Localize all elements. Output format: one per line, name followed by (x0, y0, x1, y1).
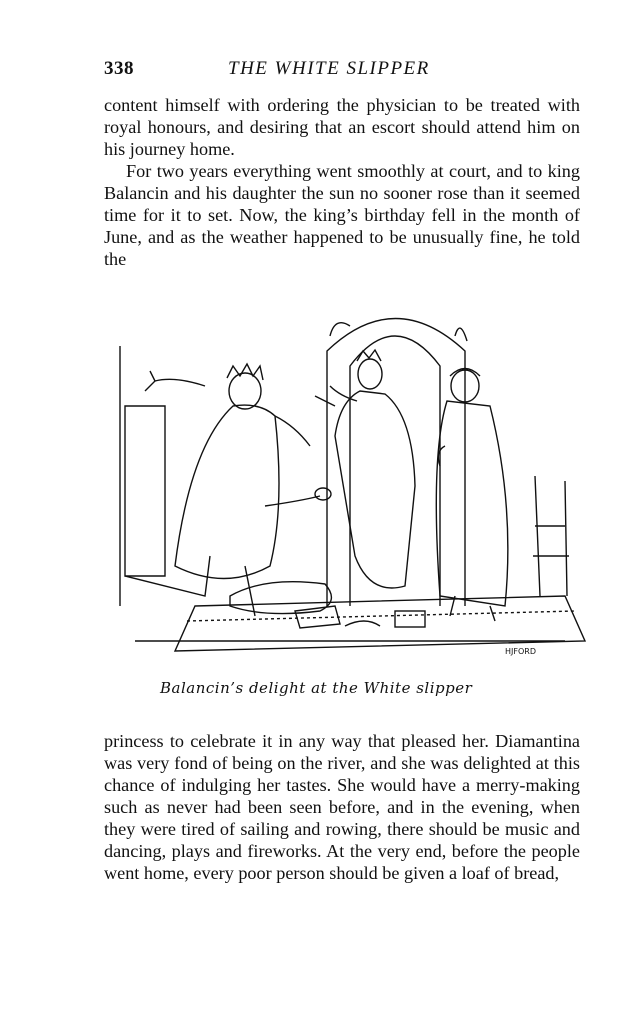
page-header (104, 58, 584, 82)
white-slipper (315, 488, 331, 500)
casket (395, 611, 425, 627)
princess-gown (335, 391, 415, 588)
doorway-arch (350, 336, 440, 606)
text-block-bottom (104, 730, 580, 884)
running-title: THE WHITE SLIPPER (228, 58, 430, 79)
paragraph-continuation: content himself with ordering the physician to be treated with royal honours, and desiring that an escort should attend him on his journey home. (104, 95, 580, 159)
artist-signature: HJFORD (505, 647, 536, 656)
king-robe (175, 405, 279, 578)
physician-robe (436, 401, 508, 606)
king-head (229, 373, 261, 409)
illustration (95, 306, 590, 676)
page-number: 338 (104, 58, 134, 79)
paragraph-birthday: For two years everything went smoothly at court, and to king Balancin and his daughter the sun no sooner rose than it seemed time for it to set. Now, the king’s birthday fell in the month of June, and as the weather happened to be unusually fine, he told the (104, 161, 580, 269)
chair-back (125, 406, 165, 576)
paragraph-celebration: princess to celebrate it in any way that pleased her. Diamantina was very fond of being on the river, and she was delighted at this chance of indulging her tastes. She would have a merry-making such as never had been seen before, and in the evening, when they were tired of sailing and rowing, there should be music and dancing, plays and fireworks. At the very end, before the people went home, every poor person should be given a loaf of bread, (104, 731, 580, 883)
rug (175, 596, 585, 651)
side-chair (533, 476, 569, 596)
illustration-caption: Balancin’s delight at the White slipper (160, 679, 473, 697)
king-crown (227, 364, 263, 380)
illustration-drawing (95, 306, 590, 676)
princess-head (358, 359, 382, 389)
text-block-top (104, 94, 580, 270)
